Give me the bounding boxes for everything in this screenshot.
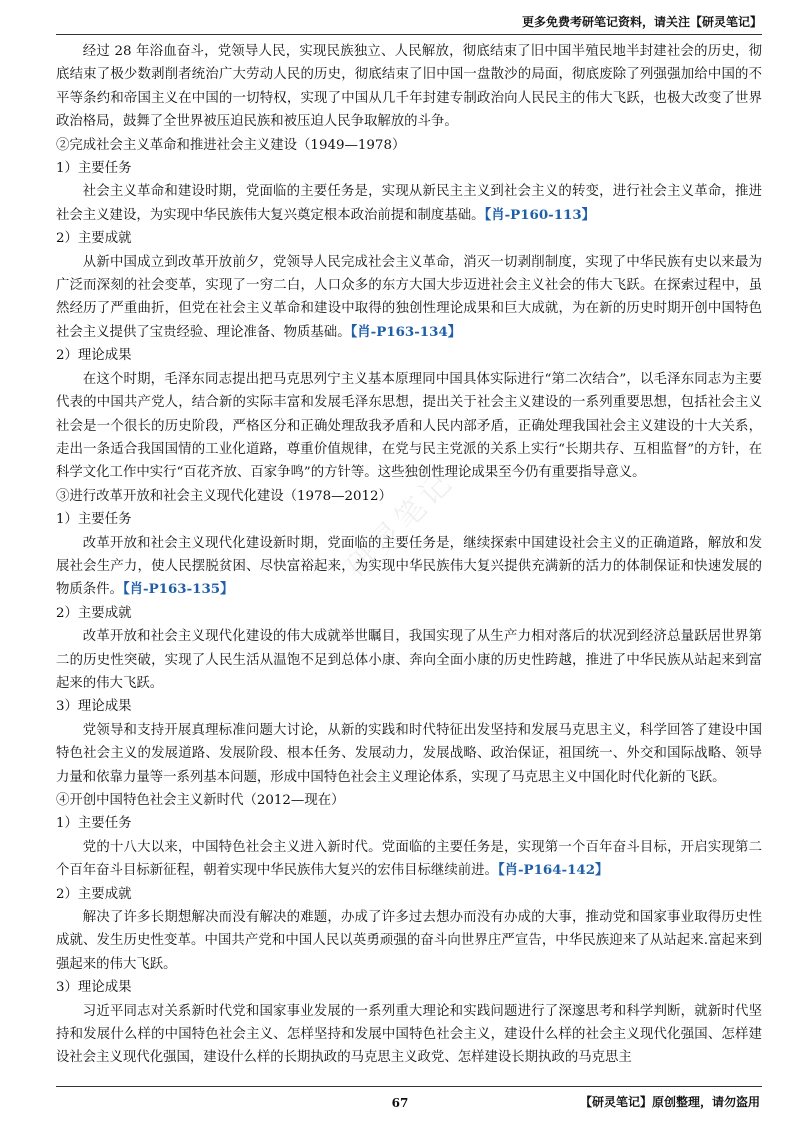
page-reference: 【肖-P163-134】 (350, 323, 462, 340)
page-content (56, 40, 762, 1070)
intro-paragraph: 经过 28 年浴血奋斗，党领导人民，实现民族独立、人民解放，彻底结束了旧中国半殖民地半封建社会的历史，彻底结束了极少数剥削者统治广大劳动人民的历史，彻底结束了旧中国一盘散沙的局面，彻底废除了列强强加给中国的不平等条约和帝国主义在中国的一切特权，实现了中国从几千年封建专制政治向人民民主的伟大飞跃，也极大改变了世界政治格局，鼓舞了全世界被压迫民族和被压迫人民争取解放的斗争。 (56, 44, 762, 130)
subsection-label: 2）主要成就 (56, 231, 132, 247)
subsection-label: 2）主要成就 (56, 886, 132, 902)
page-reference: 【肖-P160-113】 (484, 206, 596, 223)
header-note: 更多免费考研笔记资料，请关注【研灵笔记】 (521, 15, 762, 29)
watermark: 研灵笔记 (340, 464, 461, 585)
subsection-label: 3）理论成果 (56, 980, 132, 996)
section-heading: ②完成社会主义革命和推进社会主义建设（1949—1978） (56, 137, 406, 153)
paragraph-text: 改革开放和社会主义现代化建设新时期，党面临的主要任务是，继续探索中国建设社会主义的正确道路，解放和发展社会生产力，使人民摆脱贫困、尽快富裕起来，为实现中华民族伟大复兴提供充满新的活力的体制保证和快速发展的物质条件。 (56, 535, 762, 598)
section-heading: ③进行改革开放和社会主义现代化建设（1978—2012） (56, 488, 392, 504)
page-reference: 【肖-P163-135】 (122, 581, 234, 598)
paragraph-text: 社会主义革命和建设时期，党面临的主要任务是，实现从新民主主义到社会主义的转变，进行社会主义革命，推进社会主义建设，为实现中华民族伟大复兴奠定根本政治前提和制度基础。 (56, 184, 762, 223)
body-paragraph: 解决了许多长期想解决而没有解决的难题，办成了许多过去想办而没有办成的大事，推动党和国家事业取得历史性成就、发生历史性变革。中国共产党和中国人民以英勇顽强的奋斗向世界庄严宣告，中华民族迎来了从站起来.富起来到强起来的伟大飞跃。 (56, 910, 762, 972)
section-heading: ④开创中国特色社会主义新时代（2012—现在） (56, 793, 345, 808)
subsection-label: 2）主要成就 (56, 605, 132, 621)
subsection-label: 1）主要任务 (56, 816, 132, 832)
body-paragraph: 习近平同志对关系新时代党和国家事业发展的一系列重大理论和实践问题进行了深邃思考和科学判断，就新时代坚持和发展什么样的中国特色社会主义、怎样坚持和发展中国特色社会主义，建设什么样的社会主义现代化强国、怎样建设社会主义现代化强国，建设什么样的长期执政的马克思主义政党、怎样建设长期执政的马克思主 (56, 1003, 762, 1066)
body-paragraph (56, 532, 762, 602)
body-paragraph (56, 180, 762, 227)
body-paragraph (56, 836, 762, 883)
body-paragraph (56, 251, 762, 345)
subsection-label: 1）主要任务 (56, 512, 132, 528)
footer-note: 【研灵笔记】原创整理，请勿盗用 (579, 1095, 760, 1109)
body-paragraph: 在这个时期，毛泽东同志提出把马克思列宁主义基本原理同中国具体实际进行“第二次结合”，以毛泽东同志为主要代表的中国共产党人，结合新的实际丰富和发展毛泽东思想，提出关于社会主义建设的一系列重要思想，包括社会主义社会是一个很长的历史阶段，严格区分和正确处理敌我矛盾和人民内部矛盾，正确处理我国社会主义建设的十大关系，走出一条适合我国国情的工业化道路，尊重价值规律，在党与民主党派的关系上实行“长期共存、互相监督”的方针，在科学文化工作中实行“百花齐放、百家争鸣”的方针等。这些独创性理论成果至今仍有重要指导意义。 (56, 371, 762, 481)
body-paragraph: 党领导和支持开展真理标准问题大讨论，从新的实践和时代特征出发坚持和发展马克思主义，科学回答了建设中国特色社会主义的发展道路、发展阶段、根本任务、发展动力，发展战略、政治保证，祖国统一、外交和国际战略、领导力量和依靠力量等一系列基本问题，形成中国特色社会主义理论体系，实现了马克思主义中国化时代化新的飞跃。 (56, 722, 762, 785)
body-paragraph: 改革开放和社会主义现代化建设的伟大成就举世瞩目，我国实现了从生产力相对落后的状况到经济总量跃居世界第二的历史性突破，实现了人民生活从温饱不足到总体小康、奔向全面小康的历史性跨越，推进了中华民族从站起来到富起来的伟大飞跃。 (56, 629, 762, 691)
footer-divider (56, 1086, 762, 1087)
paragraph-text: 党的十八大以来，中国特色社会主义进入新时代。党面临的主要任务是，实现第一个百年奋斗目标，开启实现第二个百年奋斗目标新征程，朝着实现中华民族伟大复兴的宏伟目标继续前进。 (56, 839, 762, 879)
page-reference: 【肖-P164-142】 (497, 862, 609, 879)
page-number: 67 (391, 1096, 409, 1110)
header-divider (56, 34, 762, 35)
subsection-label: 3）理论成果 (56, 699, 132, 715)
subsection-label: 1）主要任务 (56, 161, 132, 177)
paragraph-text: 从新中国成立到改革开放前夕，党领导人民完成社会主义革命，消灭一切剥削制度，实现了中华民族有史以来最为广泛而深刻的社会变革，实现了一穷二白，人口众多的东方大国大步迈进社会主义社会的伟大飞跃。在探索过程中，虽然经历了严重曲折，但党在社会主义革命和建设中取得的独创性理论成果和巨大成就，为在新的历史时期开创中国特色社会主义提供了宝贵经验、理论准备、物质基础。 (56, 254, 762, 340)
subsection-label: 2）理论成果 (56, 348, 132, 364)
